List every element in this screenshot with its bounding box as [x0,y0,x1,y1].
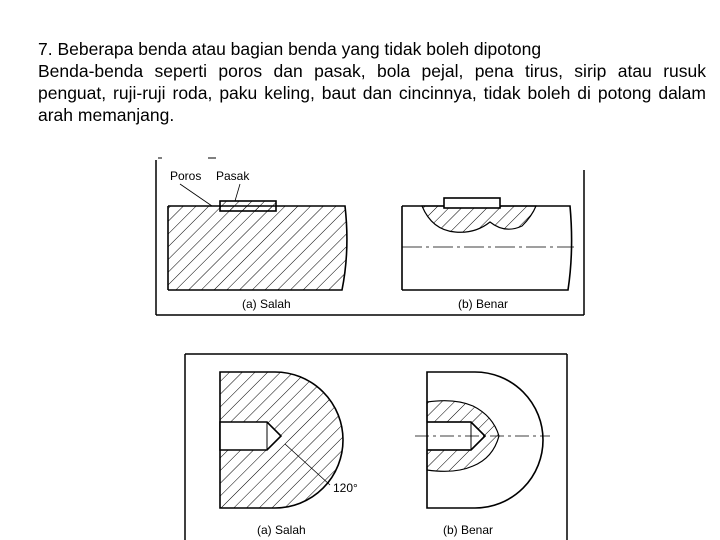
body-section-wrong [220,372,343,508]
label-poros: Poros [170,169,202,183]
shaft-section-correct [402,198,574,290]
caption-bottom-b: (b) Benar [443,523,494,537]
body-paragraph: Benda-benda seperti poros dan pasak, bola pejal, pena tirus, sirip atau rusuk penguat, ruji-ruji roda, paku keling, baut dan cincinnya, tidak boleh di potong dalam arah memanjang. [38,61,706,125]
figure-drilled-hole [175,350,575,540]
caption-top-b: (b) Benar [458,297,509,311]
shaft-section-wrong [168,184,348,290]
text-block [38,38,706,126]
caption-top-a: (a) Salah [242,297,291,311]
angle-label: 120° [333,481,358,495]
body-section-correct [415,372,550,508]
section-heading: 7. Beberapa benda atau bagian benda yang tidak boleh dipotong [38,39,542,59]
label-pasak: Pasak [216,169,250,183]
figure-shaft-key [150,150,590,320]
caption-bottom-a: (a) Salah [257,523,306,537]
